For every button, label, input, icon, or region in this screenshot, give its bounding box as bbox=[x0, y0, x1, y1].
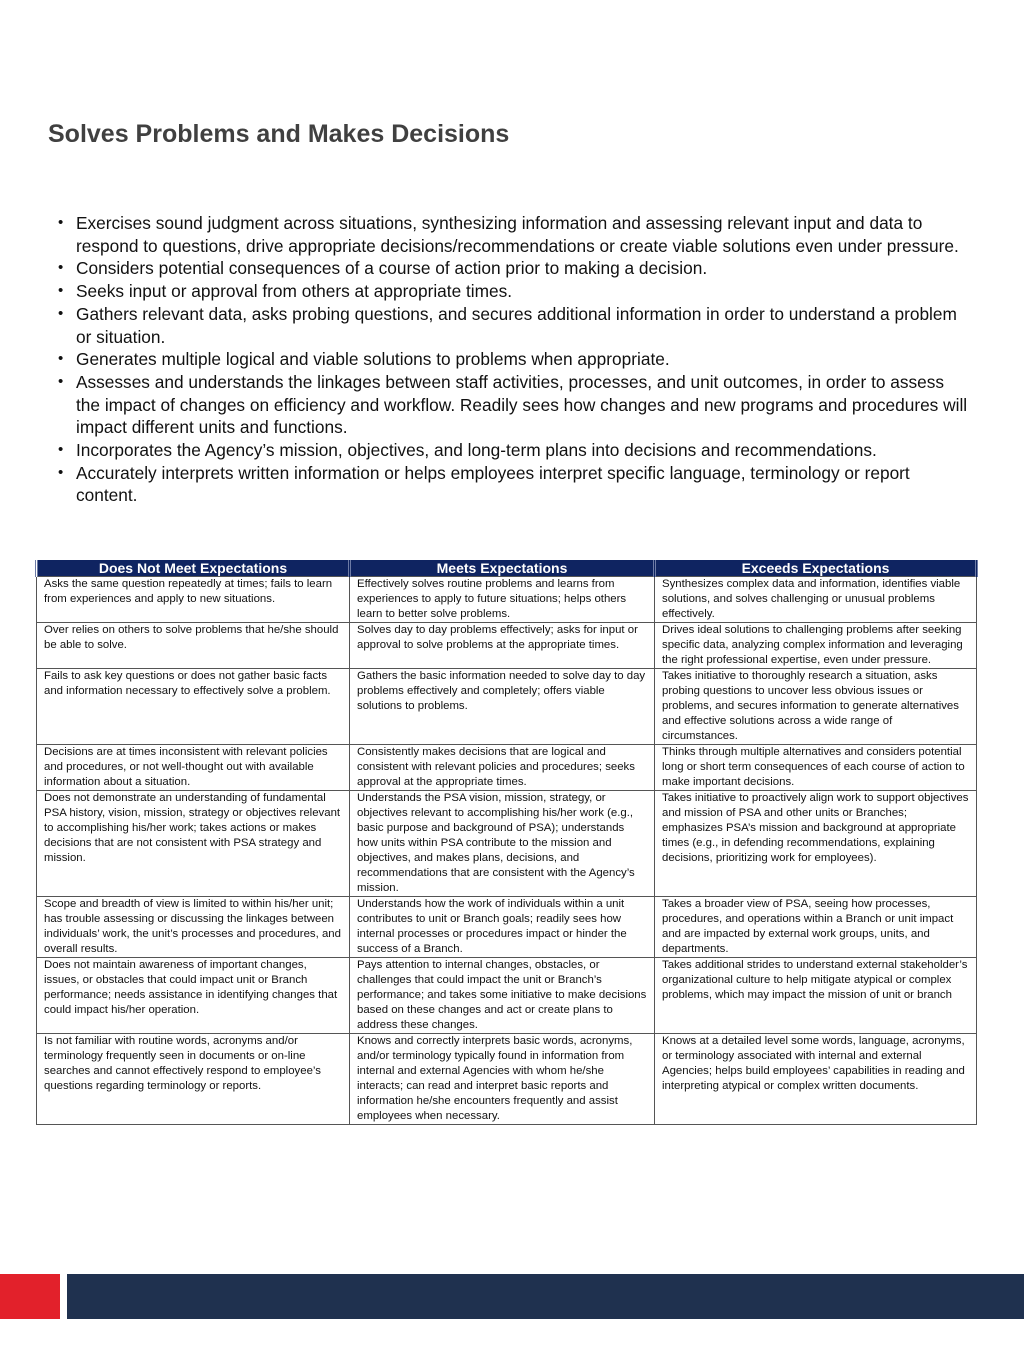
bullet-icon: • bbox=[58, 282, 64, 300]
cell-does-not-meet: Fails to ask key questions or does not gather basic facts and information necessary to effectively solve a problem. bbox=[37, 669, 350, 745]
cell-exceeds: Synthesizes complex data and information, identifies viable solutions, and solves challenging or unusual problems effectively. bbox=[655, 577, 977, 623]
cell-exceeds: Takes initiative to proactively align work to support objectives and mission of PSA and other units or Branches; emphasizes PSA’s mission and background at appropriate times (e.g., in defending recommendations, explaining decisions, prioritizing work for employees). bbox=[655, 791, 977, 897]
cell-exceeds: Takes initiative to thoroughly research a situation, asks probing questions to uncover less obvious issues or problems, and secures information to generate alternatives and effective solutions across a wide range of circumstances. bbox=[655, 669, 977, 745]
table-row bbox=[37, 958, 977, 1034]
bullet-icon: • bbox=[58, 259, 64, 277]
bullet-item bbox=[58, 439, 968, 462]
cell-meets: Knows and correctly interprets basic words, acronyms, and/or terminology typically found in information from internal and external Agencies with whom he/she interacts; can read and interpret basic reports and information he/she encounters frequently and assist employees when necessary. bbox=[350, 1034, 655, 1125]
table-row bbox=[37, 897, 977, 958]
bullet-icon: • bbox=[58, 214, 64, 231]
bullet-text: Generates multiple logical and viable solutions to problems when appropriate. bbox=[76, 349, 670, 370]
table-row bbox=[37, 669, 977, 745]
cell-meets: Understands how the work of individuals within a unit contributes to unit or Branch goals; readily sees how internal processes or procedures impact or hinder the success of a Branch. bbox=[350, 897, 655, 958]
bullet-item bbox=[58, 303, 968, 348]
competency-bullet-list bbox=[58, 212, 968, 507]
cell-does-not-meet: Does not demonstrate an understanding of fundamental PSA history, vision, mission, strategy or objectives relevant to accomplishing his/her work; takes actions or makes decisions that are not consistent with PSA strategy and mission. bbox=[37, 791, 350, 897]
header-meets: Meets Expectations bbox=[350, 560, 655, 577]
bullet-item bbox=[58, 462, 968, 507]
footer-red-block bbox=[0, 1274, 60, 1319]
bullet-icon: • bbox=[58, 372, 64, 390]
page-title: Solves Problems and Makes Decisions bbox=[48, 120, 510, 148]
bullet-icon: • bbox=[58, 441, 64, 459]
bullet-item bbox=[58, 371, 968, 439]
cell-does-not-meet: Asks the same question repeatedly at times; fails to learn from experiences and apply to new situations. bbox=[37, 577, 350, 623]
bullet-icon: • bbox=[58, 350, 64, 368]
table-row bbox=[37, 623, 977, 669]
table-row bbox=[37, 1034, 977, 1125]
cell-does-not-meet: Scope and breadth of view is limited to within his/her unit; has trouble assessing or discussing the linkages between individuals’ work, the unit’s processes and procedures, and overall results. bbox=[37, 897, 350, 958]
header-exceeds: Exceeds Expectations bbox=[655, 560, 977, 577]
cell-exceeds: Knows at a detailed level some words, language, acronyms, or terminology associated with internal and external Agencies; helps build employees’ capabilities in reading and interpreting atypical or complex written documents. bbox=[655, 1034, 977, 1125]
footer-navy-bar bbox=[67, 1274, 1024, 1319]
bullet-text: Exercises sound judgment across situations, synthesizing information and assessing relevant input and data to respond to questions, drive appropriate decisions/recommendations or create viable solutions even under pressure. bbox=[76, 213, 959, 256]
table-row bbox=[37, 577, 977, 623]
bullet-text: Gathers relevant data, asks probing questions, and secures additional information in order to understand a problem or situation. bbox=[76, 303, 957, 347]
cell-meets: Solves day to day problems effectively; asks for input or approval to solve problems at the appropriate times. bbox=[350, 623, 655, 669]
cell-meets: Gathers the basic information needed to solve day to day problems effectively and completely; offers viable solutions to problems. bbox=[350, 669, 655, 745]
cell-exceeds: Drives ideal solutions to challenging problems after seeking specific data, analyzing complex information and leveraging the right professional expertise, even under pressure. bbox=[655, 623, 977, 669]
cell-exceeds: Thinks through multiple alternatives and considers potential long or short term consequences of each course of action to make important decisions. bbox=[655, 745, 977, 791]
cell-does-not-meet: Is not familiar with routine words, acronyms and/or terminology frequently seen in documents or on-line searches and cannot effectively respond to employee’s questions regarding terminology or reports. bbox=[37, 1034, 350, 1125]
bullet-item bbox=[58, 257, 968, 280]
expectations-rubric-table bbox=[35, 560, 978, 1125]
bullet-icon: • bbox=[58, 463, 64, 481]
bullet-text: Incorporates the Agency’s mission, objectives, and long-term plans into decisions and recommendations. bbox=[76, 440, 877, 461]
cell-meets: Understands the PSA vision, mission, strategy, or objectives relevant to accomplishing his/her work (e.g., basic purpose and background of PSA); understands how units within PSA contribute to the mission and objectives, and makes plans, decisions, and recommendations that are consistent with the Agency’s mission. bbox=[350, 791, 655, 897]
bullet-text: Seeks input or approval from others at appropriate times. bbox=[76, 281, 513, 302]
cell-meets: Effectively solves routine problems and learns from experiences to apply to future situations; helps others learn to better solve problems. bbox=[350, 577, 655, 623]
cell-does-not-meet: Does not maintain awareness of important changes, issues, or obstacles that could impact unit or Branch performance; needs assistance in identifying changes that could impact his/her operation. bbox=[37, 958, 350, 1034]
bullet-text: Accurately interprets written information or helps employees interpret specific language, terminology or report content. bbox=[76, 462, 910, 506]
table-row bbox=[37, 745, 977, 791]
bullet-text: Assesses and understands the linkages between staff activities, processes, and unit outcomes, in order to assess the impact of changes on efficiency and workflow. Readily sees how changes and new programs and procedures will impact different units and functions. bbox=[76, 371, 968, 438]
bullet-item bbox=[58, 280, 968, 303]
cell-does-not-meet: Over relies on others to solve problems that he/she should be able to solve. bbox=[37, 623, 350, 669]
bullet-item bbox=[58, 212, 968, 257]
bullet-text: Considers potential consequences of a course of action prior to making a decision. bbox=[76, 258, 708, 279]
bullet-item bbox=[58, 348, 968, 371]
cell-does-not-meet: Decisions are at times inconsistent with relevant policies and procedures, or not well-thought out with available information about a situation. bbox=[37, 745, 350, 791]
table-row bbox=[37, 791, 977, 897]
cell-exceeds: Takes additional strides to understand external stakeholder’s organizational culture to help mitigate atypical or complex problems, which may impact the mission of unit or branch bbox=[655, 958, 977, 1034]
table-header-row bbox=[37, 560, 977, 577]
cell-meets: Consistently makes decisions that are logical and consistent with relevant policies and procedures; seeks approval at the appropriate times. bbox=[350, 745, 655, 791]
cell-exceeds: Takes a broader view of PSA, seeing how processes, procedures, and operations within a Branch or unit impact and are impacted by external work groups, units, and departments. bbox=[655, 897, 977, 958]
cell-meets: Pays attention to internal changes, obstacles, or challenges that could impact the unit or Branch’s performance; and takes some initiative to make decisions based on these changes and act or create plans to address these changes. bbox=[350, 958, 655, 1034]
header-does-not-meet: Does Not Meet Expectations bbox=[37, 560, 350, 577]
bullet-icon: • bbox=[58, 304, 64, 322]
